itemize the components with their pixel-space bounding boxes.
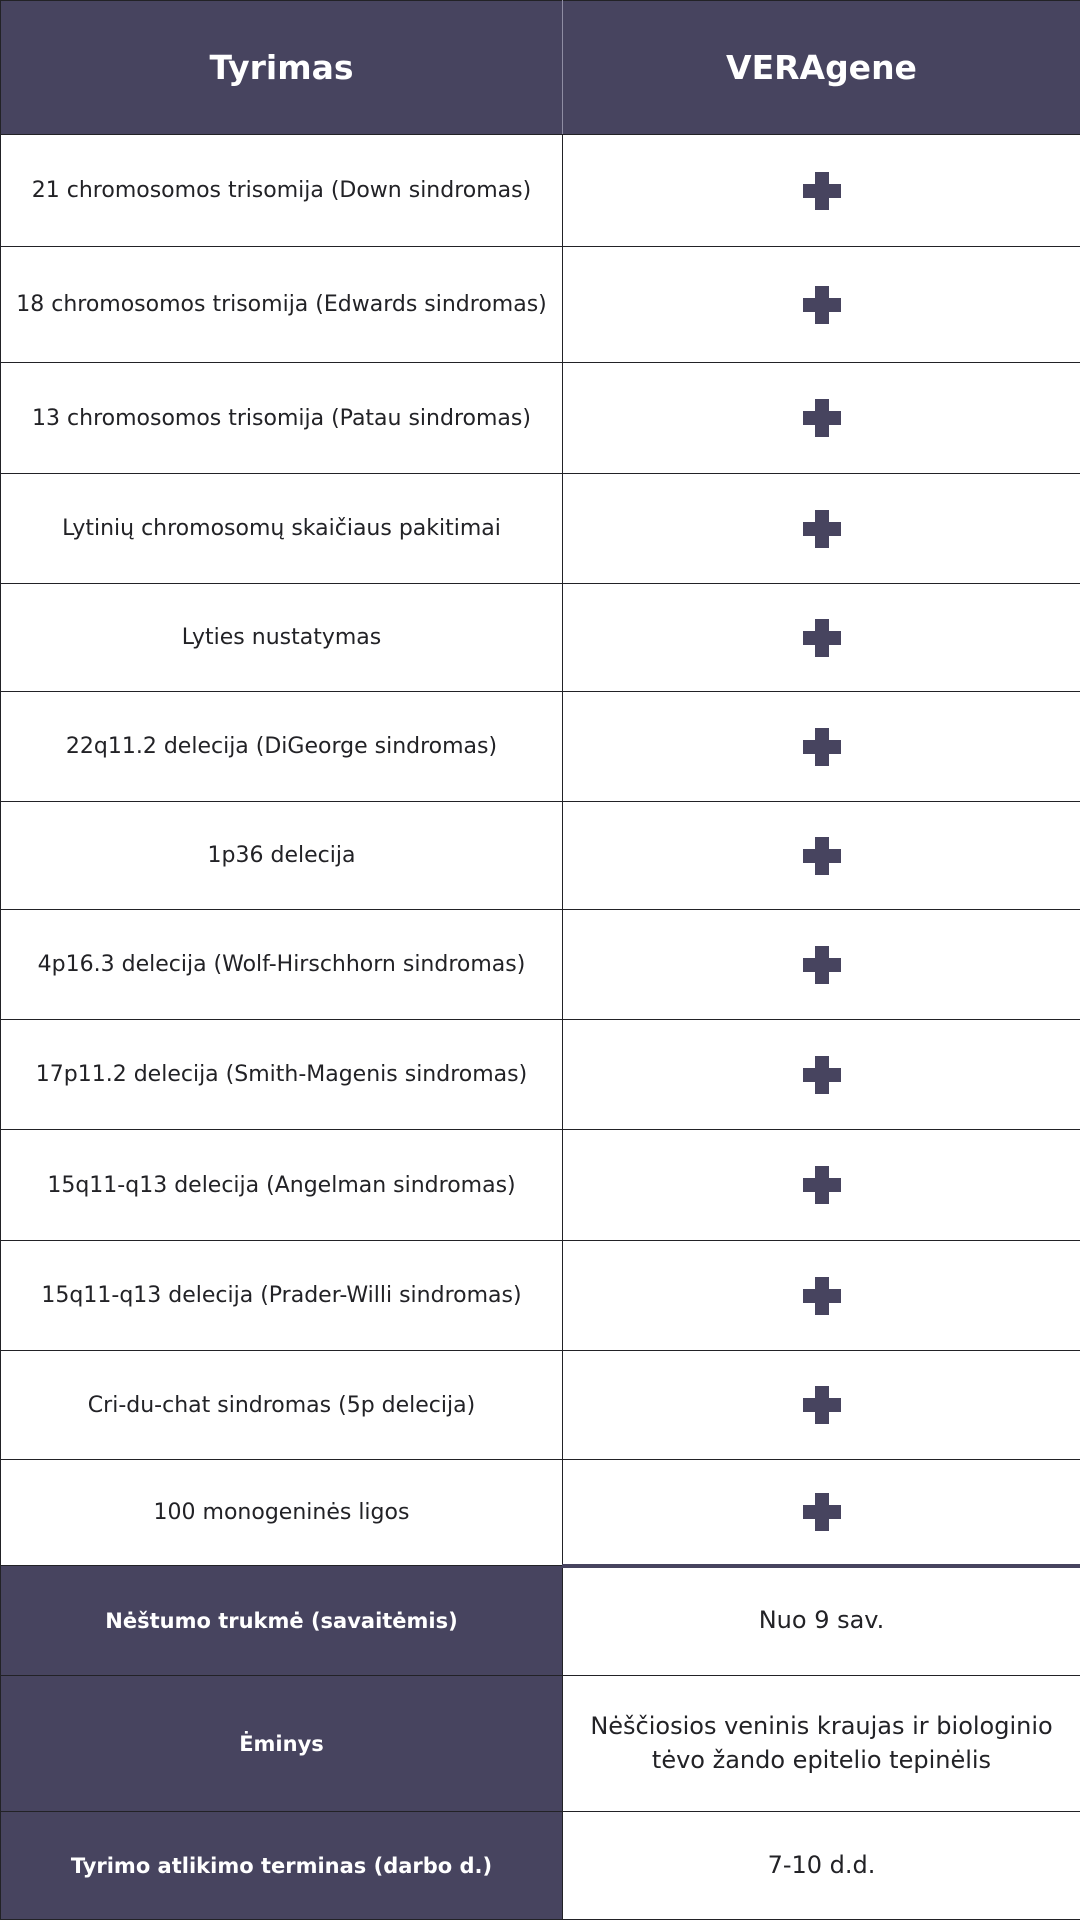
info-row-gestation xyxy=(1,1566,1080,1676)
table-row xyxy=(1,584,1080,692)
plus-icon xyxy=(803,728,841,766)
plus-icon xyxy=(803,946,841,984)
row-check xyxy=(563,135,1080,247)
row-check xyxy=(563,1351,1080,1460)
info-value: Nėščiosios veninis kraujas ir biologinio tėvo žando epitelio tepinėlis xyxy=(563,1676,1080,1812)
row-label: 1p36 delecija xyxy=(1,802,563,910)
table-row xyxy=(1,1460,1080,1566)
row-check xyxy=(563,363,1080,474)
header-tyrimas: Tyrimas xyxy=(1,1,563,135)
plus-icon xyxy=(803,1166,841,1204)
table-row xyxy=(1,1351,1080,1460)
row-check xyxy=(563,474,1080,584)
table-row xyxy=(1,910,1080,1020)
row-label: 21 chromosomos trisomija (Down sindromas) xyxy=(1,135,563,247)
info-row-turnaround xyxy=(1,1812,1080,1920)
row-check xyxy=(563,1241,1080,1351)
row-check xyxy=(563,802,1080,910)
plus-icon xyxy=(803,510,841,548)
row-check xyxy=(563,1130,1080,1241)
row-check xyxy=(563,247,1080,363)
info-row-sample xyxy=(1,1676,1080,1812)
plus-icon xyxy=(803,1493,841,1531)
plus-icon xyxy=(803,1056,841,1094)
row-label: 18 chromosomos trisomija (Edwards sindromas) xyxy=(1,247,563,363)
table-row xyxy=(1,692,1080,802)
info-label: Ėminys xyxy=(1,1676,563,1812)
plus-icon xyxy=(803,1386,841,1424)
header-veragene: VERAgene xyxy=(563,1,1080,135)
row-label: 13 chromosomos trisomija (Patau sindromas) xyxy=(1,363,563,474)
plus-icon xyxy=(803,172,841,210)
table-row xyxy=(1,135,1080,247)
info-value: 7-10 d.d. xyxy=(563,1812,1080,1920)
table-row xyxy=(1,247,1080,363)
info-label: Tyrimo atlikimo terminas (darbo d.) xyxy=(1,1812,563,1920)
info-value: Nuo 9 sav. xyxy=(563,1566,1080,1676)
row-label: 15q11-q13 delecija (Angelman sindromas) xyxy=(1,1130,563,1241)
row-label: Lyties nustatymas xyxy=(1,584,563,692)
row-label: 100 monogeninės ligos xyxy=(1,1460,563,1566)
plus-icon xyxy=(803,1277,841,1315)
table-row xyxy=(1,363,1080,474)
table-row xyxy=(1,1241,1080,1351)
table-row xyxy=(1,1130,1080,1241)
row-label: Cri-du-chat sindromas (5p delecija) xyxy=(1,1351,563,1460)
plus-icon xyxy=(803,399,841,437)
plus-icon xyxy=(803,837,841,875)
row-label: 15q11-q13 delecija (Prader-Willi sindromas) xyxy=(1,1241,563,1351)
row-label: Lytinių chromosomų skaičiaus pakitimai xyxy=(1,474,563,584)
row-check xyxy=(563,692,1080,802)
row-check xyxy=(563,584,1080,692)
row-check xyxy=(563,910,1080,1020)
row-check xyxy=(563,1460,1080,1566)
info-label: Nėštumo trukmė (savaitėmis) xyxy=(1,1566,563,1676)
row-label: 17p11.2 delecija (Smith-Magenis sindromas) xyxy=(1,1020,563,1130)
table-row xyxy=(1,1020,1080,1130)
table-header-row xyxy=(1,1,1080,135)
row-check xyxy=(563,1020,1080,1130)
table-row xyxy=(1,802,1080,910)
row-label: 22q11.2 delecija (DiGeorge sindromas) xyxy=(1,692,563,802)
plus-icon xyxy=(803,619,841,657)
table-row xyxy=(1,474,1080,584)
plus-icon xyxy=(803,286,841,324)
row-label: 4p16.3 delecija (Wolf-Hirschhorn sindromas) xyxy=(1,910,563,1020)
